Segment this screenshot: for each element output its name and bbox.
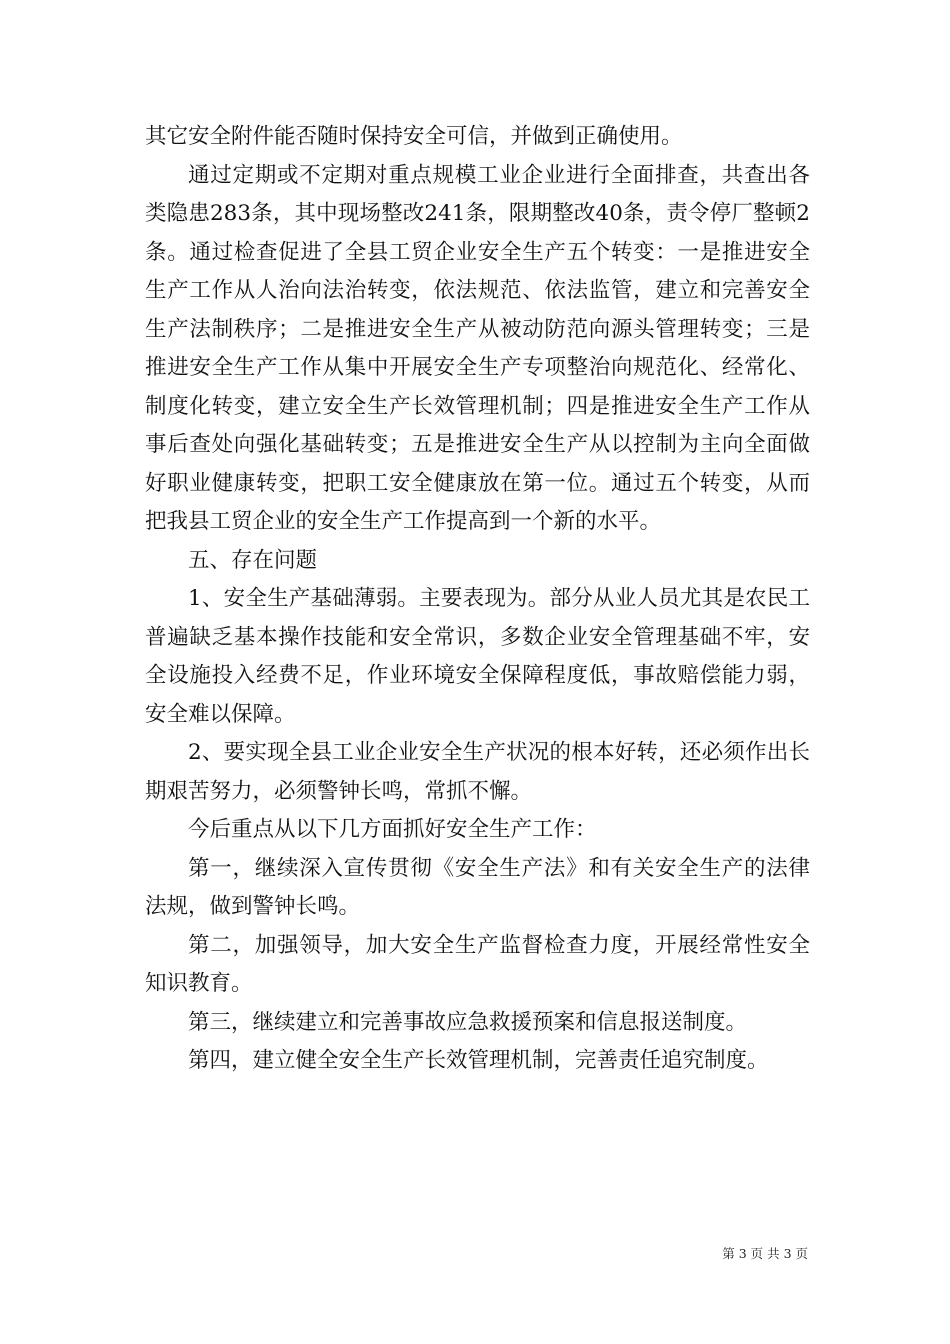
paragraph-item-fourth: 第四，建立健全安全生产长效管理机制，完善责任追究制度。 (188, 1048, 769, 1073)
paragraph-item-second: 第二，加强领导，加大安全生产监督检查力度，开展经常性安全知识教育。 (145, 932, 810, 996)
paragraph-continuation: 其它安全附件能否随时保持安全可信，并做到正确使用。 (145, 124, 683, 149)
paragraph-future-focus: 今后重点从以下几方面抓好安全生产工作： (188, 817, 597, 842)
document-body (145, 118, 810, 1081)
paragraph-item-third: 第三，继续建立和完善事故应急救援预案和信息报送制度。 (188, 1009, 748, 1035)
paragraph-problem-1: 1、安全生产基础薄弱。主要表现为。部分从业人员尤其是农民工普遍缺乏基本操作技能和安全常识，多数企业安全管理基础不牢，安全设施投入经费不足，作业环境安全保障程度低，事故赔偿能力弱，安全难以保障。 (145, 586, 810, 727)
section-heading-problems: 五、存在问题 (188, 547, 318, 573)
paragraph-inspection-results: 通过定期或不定期对重点规模工业企业进行全面排查，共查出各类隐患283条，其中现场整改241条，限期整改40条，责令停厂整顿2条。通过检查促进了全县工贸企业安全生产五个转变：一是推进安全生产工作从人治向法治转变，依法规范、依法监管，建立和完善安全生产法制秩序；二是推进安全生产从被动防范向源头管理转变；三是推进安全生产工作从集中开展安全生产专项整治向规范化、经常化、制度化转变，建立安全生产长效管理机制；四是推进安全生产工作从事后查处向强化基础转变；五是推进安全生产从以控制为主向全面做好职业健康转变，把职工安全健康放在第一位。通过五个转变，从而把我县工贸企业的安全生产工作提高到一个新的水平。 (145, 162, 810, 534)
paragraph-problem-2: 2、要实现全县工业企业安全生产状况的根本好转，还必须作出长期艰苦努力，必须警钟长鸣，常抓不懈。 (145, 740, 810, 804)
page-number-footer: 第 3 页 共 3 页 (722, 1246, 808, 1261)
paragraph-item-first: 第一，继续深入宣传贯彻《安全生产法》和有关安全生产的法律法规，做到警钟长鸣。 (145, 855, 810, 919)
